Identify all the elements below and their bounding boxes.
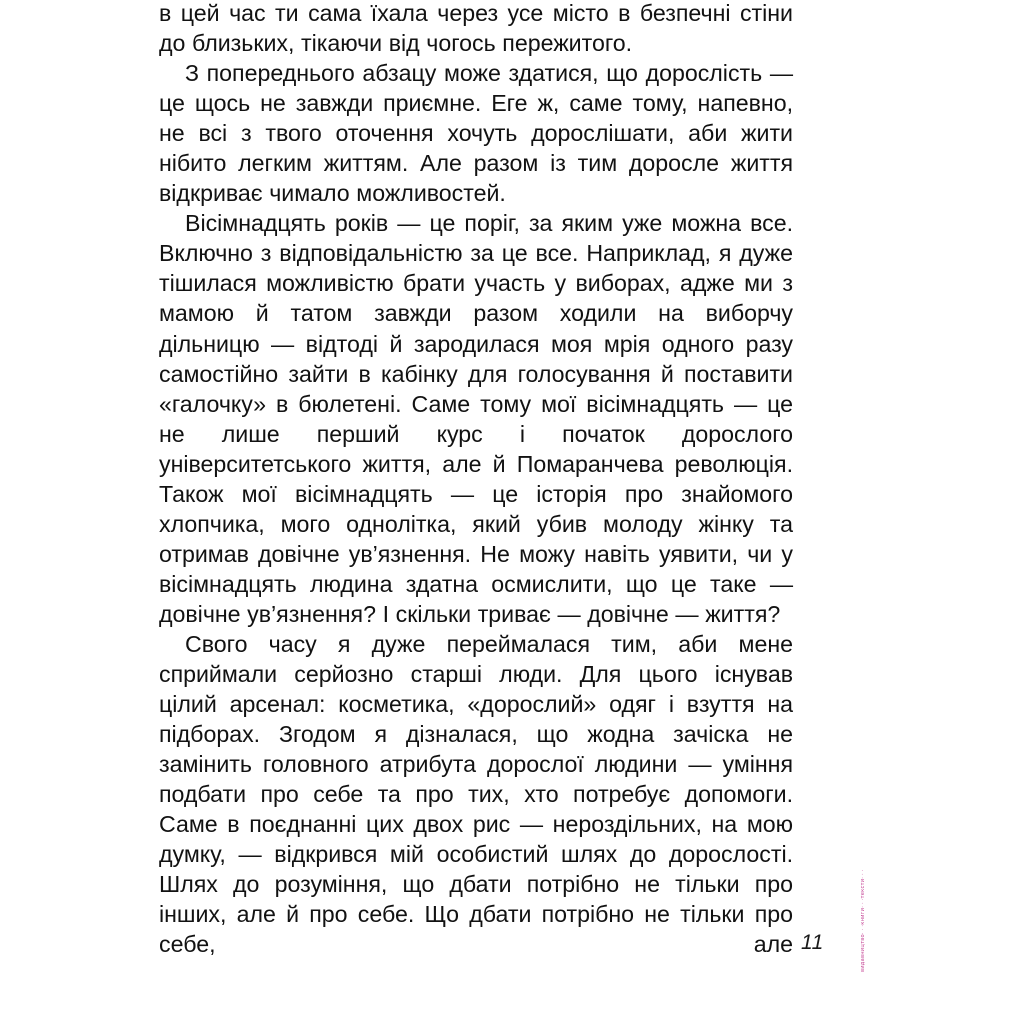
printer-margin-mark: видавництво· · ·книги· · ·тексти· · · (860, 869, 866, 972)
paragraph-4: Свого часу я дуже переймалася тим, аби мене сприймали серйозно старші люди. Для цього існував цілий арсенал: косметика, «дорослий» одяг і взуття на підборах. Згодом я дізналася, що жодна зачіска не замінить головного атрибута дорослої людини — уміння подбати про себе та про тих, хто потребує допомоги. Саме в поєднанні цих двох рис — нероздільних, на мою думку, — відкрився мій особистий шлях до дорослості. Шлях до розуміння, що дбати потрібно не тільки про інших, але й про себе. Що дбати потрібно не тільки про себе, але (159, 630, 793, 958)
page-number: 11 (801, 931, 824, 954)
paragraph-1: в цей час ти сама їхала через усе місто в безпечні стіни до близьких, тікаючи від чогось пережитого. (159, 0, 793, 57)
body-text-column (159, 0, 793, 960)
paragraph-3: Вісімнадцять років — це поріг, за яким уже можна все. Включно з відповідальністю за це все. Наприклад, я дуже тішилася можливістю брати участь у виборах, адже ми з мамою й татом завжди разом ходили на виборчу дільницю — відтоді й зародилася моя мрія одного разу самостійно зайти в кабінку для голосування й поставити «галочку» в бюлетені. Саме тому мої вісімнадцять — це не лише перший курс і початок дорослого університетського життя, але й Помаранчева революція. Також мої вісімнадцять — це історія про знайомого хлопчика, мого однолітка, який убив молоду жінку та отримав довічне ув’язнення. Не можу навіть уявити, чи у вісімнадцять людина здатна осмислити, що це таке — довічне ув’язнення? І скільки триває — довічне — життя? (159, 210, 793, 627)
paragraph-2: З попереднього абзацу може здатися, що дорослість — це щось не завжди приємне. Еге ж, саме тому, напевно, не всі з твого оточення хочуть дорослішати, аби жити нібито легким життям. Але разом із тим доросле життя відкриває чимало можливостей. (159, 60, 793, 207)
